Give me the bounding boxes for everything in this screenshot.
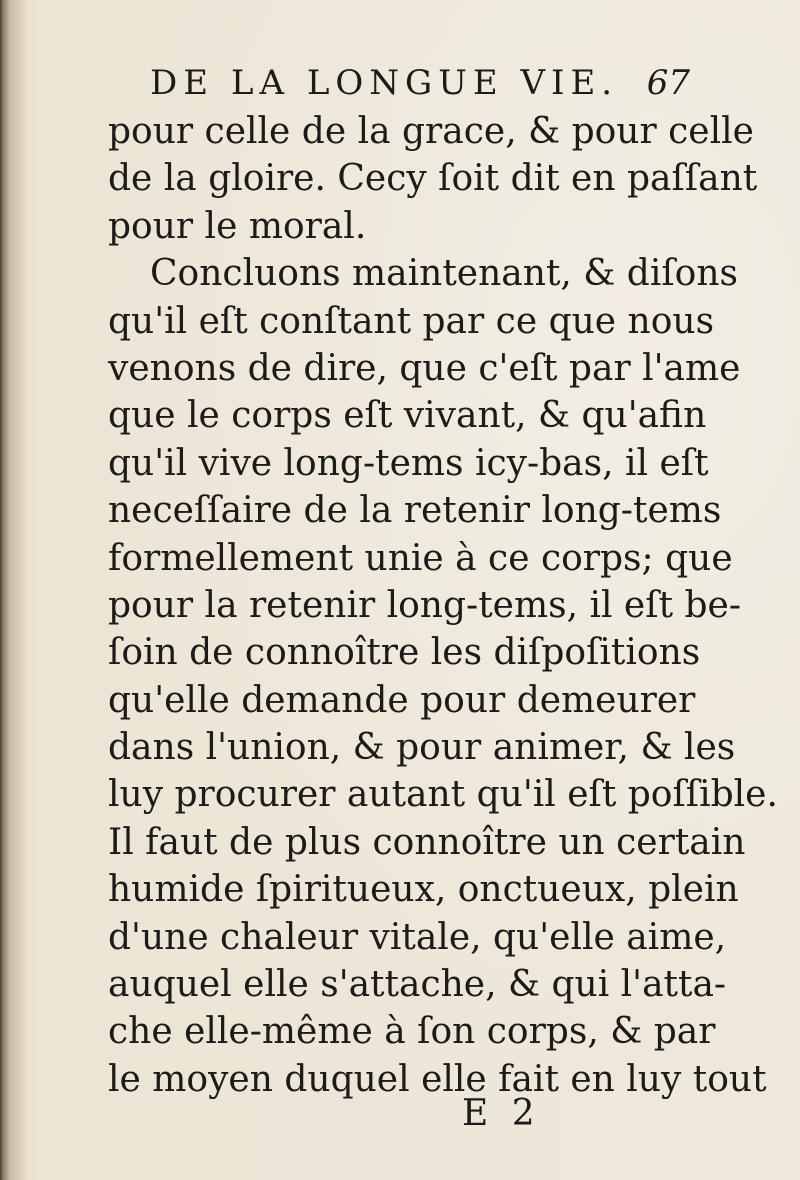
text-line: que le corps eſt vivant, & qu'afin <box>108 395 707 437</box>
text-line: Il faut de plus connoître un certain <box>108 821 746 863</box>
page-header <box>150 58 690 108</box>
text-line: neceſſaire de la retenir long-tems <box>108 490 722 532</box>
running-head: DE LA LONGUE VIE. <box>150 63 619 103</box>
text-line: d'une chaleur vitale, qu'elle aime, <box>108 916 727 958</box>
signature-mark: E 2 <box>462 1093 541 1134</box>
page-gutter-shadow <box>0 0 28 1180</box>
text-line: luy procurer autant qu'il eſt poſſible. <box>108 774 778 816</box>
text-line: dans l'union, & pour animer, & les <box>108 727 736 769</box>
text-line: de la gloire. Cecy ſoit dit en paſſant <box>108 158 758 200</box>
text-line: pour la retenir long-tems, il eſt be- <box>108 584 741 626</box>
text-line: ſoin de connoître les diſpoſitions <box>108 632 701 674</box>
text-line: pour celle de la grace, & pour celle <box>108 111 754 152</box>
body-text <box>108 108 778 1103</box>
text-line: auquel elle s'attache, & qui l'atta- <box>108 964 727 1006</box>
text-line: humide ſpiritueux, onctueux, plein <box>108 869 739 911</box>
text-line: le moyen duquel elle fait en luy tout <box>108 1058 767 1100</box>
text-line: che elle-même à ſon corps, & par <box>108 1011 716 1053</box>
page-number: 67 <box>646 63 690 103</box>
text-line: qu'il vive long-tems icy-bas, il eſt <box>108 442 709 484</box>
text-line: qu'elle demande pour demeurer <box>108 679 696 721</box>
text-line: venons de dire, que c'eſt par l'ame <box>108 347 741 389</box>
text-line: pour le moral. <box>108 205 367 247</box>
text-line: qu'il eſt conſtant par ce que nous <box>108 300 715 342</box>
text-line: formellement unie à ce corps; que <box>108 537 733 579</box>
text-line: Concluons maintenant, & diſons <box>150 253 739 295</box>
